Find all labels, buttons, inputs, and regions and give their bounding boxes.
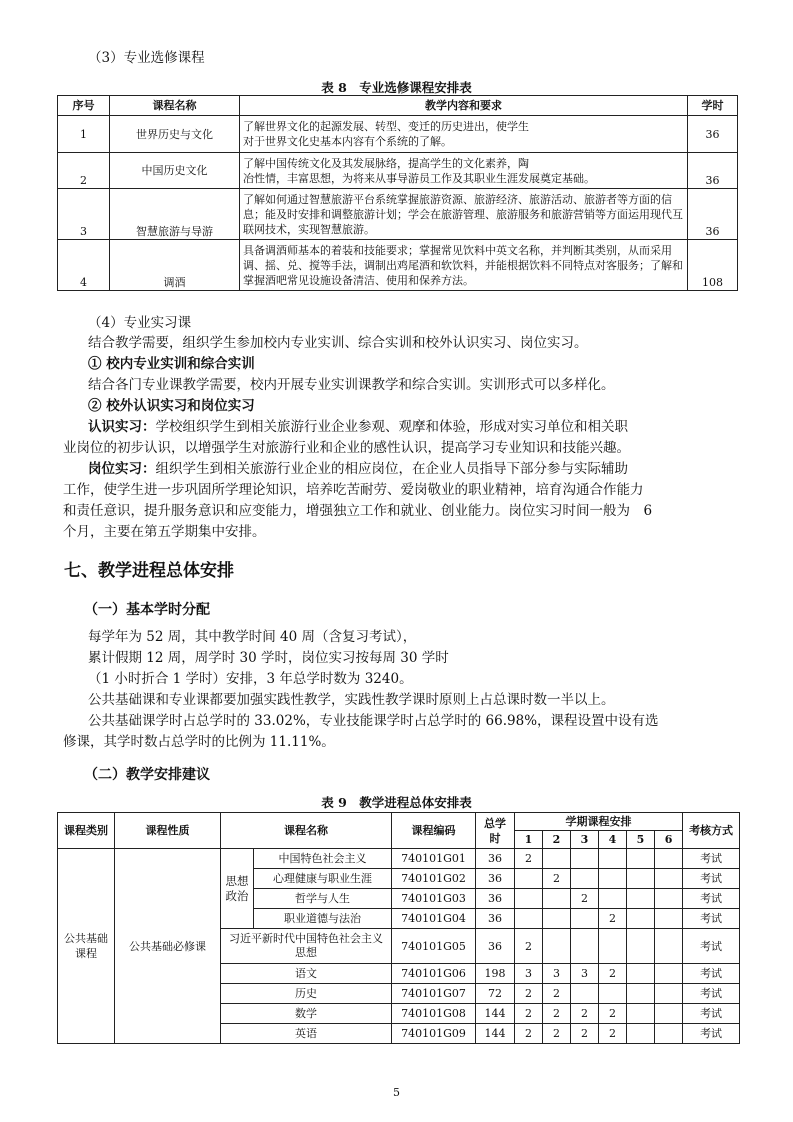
table9-cell-sem <box>627 929 655 964</box>
table8-cell-content: 了解中国传统文化及其发展脉络，提高学生的文化素养，陶 冶性情，丰富思想，为将来从事导游员工作及其职业生涯发展奠定基础。 <box>240 153 688 189</box>
table9-cell-exam: 考试 <box>683 964 740 984</box>
table8-cell-content: 了解世界文化的起源发展、转型、变迁的历史进出，使学生 对于世界文化史基本内容有个系统的了解。 <box>240 116 688 153</box>
table8-row <box>58 240 738 291</box>
table9-header-code: 课程编码 <box>392 813 476 849</box>
table9-course-type: 公共基础 课程 <box>58 849 115 1044</box>
table9-cell-sem <box>627 889 655 909</box>
table9-cell-exam: 考试 <box>683 1004 740 1024</box>
table9-cell-code: 740101G04 <box>392 909 476 929</box>
table9-cell-sem <box>655 984 683 1004</box>
semester-4: 4 <box>599 831 627 849</box>
table9-header-name: 课程名称 <box>221 813 392 849</box>
table8-cell-name: 调酒 <box>110 240 240 291</box>
table9-cell-name: 中国特色社会主义 <box>254 849 392 869</box>
table9-cell-sem <box>655 849 683 869</box>
table9-cell-sem <box>627 964 655 984</box>
table9-cell-sem: 2 <box>515 929 543 964</box>
table9-header-row <box>58 813 740 831</box>
table9-cell-sem <box>543 929 571 964</box>
page-number: 5 <box>393 1086 400 1099</box>
heading-offsite-internship: ② 校外认识实习和岗位实习 <box>88 398 255 414</box>
table9-cell-hours: 36 <box>476 909 515 929</box>
table9-cell-sem: 2 <box>543 1004 571 1024</box>
table9-cell-sem: 2 <box>515 984 543 1004</box>
table9-cell-sem <box>571 909 599 929</box>
table9-cell-hours: 36 <box>476 889 515 909</box>
table9-cell-sem: 3 <box>571 964 599 984</box>
table9-cell-name: 数学 <box>221 1004 392 1024</box>
table8-header-content: 教学内容和要求 <box>240 96 688 116</box>
table9-cell-code: 740101G07 <box>392 984 476 1004</box>
table9-cell-sem: 2 <box>599 964 627 984</box>
table9-header-nature: 课程性质 <box>115 813 221 849</box>
table9-cell-sem: 2 <box>571 1024 599 1044</box>
table9-cell-exam: 考试 <box>683 889 740 909</box>
table9-cell-sem <box>543 889 571 909</box>
table8-row <box>58 153 738 189</box>
table8-cell-name: 中国历史文化 <box>110 153 240 189</box>
table9-cell-sem <box>627 1004 655 1024</box>
table8-cell-name: 智慧旅游与导游 <box>110 189 240 240</box>
table9-cell-exam: 考试 <box>683 849 740 869</box>
table9-header-type: 课程类别 <box>58 813 115 849</box>
table8-cell-hours: 36 <box>688 189 738 240</box>
post-internship-line2: 工作，使学生进一步巩固所学理论知识，培养吃苦耐劳、爱岗敬业的职业精神，培育沟通合作能力 <box>63 482 644 498</box>
table9-cell-sem <box>515 869 543 889</box>
table9-cell-exam: 考试 <box>683 984 740 1004</box>
cognitive-internship-text: 学校组织学生到相关旅游行业企业参观、观摩和体验，形成对实习单位和相关职 <box>155 419 628 435</box>
table9-cell-sem <box>655 1004 683 1024</box>
internship-intro: 结合教学需要，组织学生参加校内专业实训、综合实训和校外认识实习、岗位实习。 <box>88 335 588 351</box>
table9-cell-sem: 2 <box>543 1024 571 1044</box>
table8-cell-hours: 108 <box>688 240 738 291</box>
table9-course-nature: 公共基础必修课 <box>115 849 221 1044</box>
table9-cell-hours: 36 <box>476 869 515 889</box>
table8-caption: 表 8 专业选修课程安排表 <box>321 80 472 95</box>
table8-header-name: 课程名称 <box>110 96 240 116</box>
table9-cell-sem <box>627 849 655 869</box>
table8-cell-no: 1 <box>58 116 110 153</box>
table9-cell-sem <box>515 909 543 929</box>
table9-cell-name: 哲学与人生 <box>254 889 392 909</box>
table9-header-hours: 总学时 <box>476 813 515 849</box>
table8-cell-name: 世界历史与文化 <box>110 116 240 153</box>
table9-cell-name: 职业道德与法治 <box>254 909 392 929</box>
table9-cell-hours: 36 <box>476 929 515 964</box>
table8-cell-no: 4 <box>58 240 110 291</box>
table9-cell-sem <box>655 889 683 909</box>
heading-onsite-training: ① 校内专业实训和综合实训 <box>88 356 255 372</box>
basic-hours-line5: 公共基础课学时占总学时的 33.02%，专业技能课学时占总学时的 66.98%，课程设置中设有选 <box>88 713 659 729</box>
post-internship-line4: 个月，主要在第五学期集中安排。 <box>63 524 266 540</box>
table9-row <box>58 849 740 869</box>
table9-teaching-schedule <box>57 812 740 1044</box>
table9-group-politics: 思想 政治 <box>221 849 254 929</box>
table9-cell-sem <box>515 889 543 909</box>
post-internship-label: 岗位实习： <box>88 461 156 477</box>
table9-cell-hours: 144 <box>476 1024 515 1044</box>
table9-cell-exam: 考试 <box>683 929 740 964</box>
semester-3: 3 <box>571 831 599 849</box>
table9-cell-sem: 2 <box>599 909 627 929</box>
table9-cell-sem: 2 <box>515 1004 543 1024</box>
table9-cell-name: 习近平新时代中国特色社会主义思想 <box>221 929 392 964</box>
table9-cell-sem <box>627 1024 655 1044</box>
table9-cell-sem <box>571 849 599 869</box>
table8-cell-content: 了解如何通过智慧旅游平台系统掌握旅游资源、旅游经济、旅游活动、旅游者等方面的信息；能及时安排和调整旅游计划；学会在旅游管理、旅游服务和旅游营销等方面运用现代互联网技术，实现智慧旅游。 <box>240 189 688 240</box>
table8-cell-no: 2 <box>58 153 110 189</box>
table9-cell-sem: 2 <box>599 1024 627 1044</box>
table9-cell-hours: 72 <box>476 984 515 1004</box>
table9-cell-sem: 3 <box>543 964 571 984</box>
table8-cell-hours: 36 <box>688 116 738 153</box>
table9-cell-sem <box>655 909 683 929</box>
table9-cell-code: 740101G02 <box>392 869 476 889</box>
basic-hours-line1: 每学年为 52 周，其中教学时间 40 周（含复习考试）， <box>88 629 417 645</box>
table9-cell-sem <box>543 909 571 929</box>
table8-elective-courses <box>57 95 738 291</box>
onsite-training-text: 结合各门专业课教学需要，校内开展专业实训课教学和综合实训。实训形式可以多样化。 <box>88 377 615 393</box>
table9-header-semesters: 学期课程安排 <box>515 813 683 831</box>
table9-cell-sem <box>627 869 655 889</box>
section-heading-electives: （3）专业选修课程 <box>88 50 205 66</box>
table8-header-no: 序号 <box>58 96 110 116</box>
table9-cell-sem <box>599 849 627 869</box>
table9-cell-code: 740101G06 <box>392 964 476 984</box>
table9-cell-sem <box>543 849 571 869</box>
cognitive-internship-label: 认识实习： <box>88 419 156 435</box>
table8-cell-content: 具备调酒师基本的着装和技能要求；掌握常见饮料中英文名称，并判断其类别，从而采用调、摇、兑、搅等手法，调制出鸡尾酒和软饮料，并能根据饮料不同特点对客服务；了解和掌握酒吧常见设施设备清洁、使用和保养方法。 <box>240 240 688 291</box>
table9-caption: 表 9 教学进程总体安排表 <box>321 795 472 810</box>
table9-cell-sem: 2 <box>543 984 571 1004</box>
basic-hours-line3: （1 小时折合 1 学时）安排，3 年总学时数为 3240。 <box>88 671 413 687</box>
basic-hours-line4: 公共基础课和专业课都要加强实践性教学，实践性教学课时原则上占总课时数一半以上。 <box>88 692 615 708</box>
table8-row <box>58 189 738 240</box>
table9-cell-sem <box>655 869 683 889</box>
semester-1: 1 <box>515 831 543 849</box>
subheading-basic-hours: （一）基本学时分配 <box>84 602 210 618</box>
table9-cell-exam: 考试 <box>683 1024 740 1044</box>
cognitive-internship-line <box>88 417 628 437</box>
table8-cell-hours: 36 <box>688 153 738 189</box>
table9-cell-sem <box>571 869 599 889</box>
semester-2: 2 <box>543 831 571 849</box>
table9-cell-sem <box>599 984 627 1004</box>
table9-cell-hours: 144 <box>476 1004 515 1024</box>
table9-cell-sem: 2 <box>571 889 599 909</box>
cognitive-internship-line2: 业岗位的初步认识，以增强学生对旅游行业和企业的感性认识，提高学习专业知识和技能兴趣。 <box>63 440 630 456</box>
table9-cell-sem: 2 <box>599 1004 627 1024</box>
table9-cell-hours: 198 <box>476 964 515 984</box>
table9-cell-sem <box>571 929 599 964</box>
table9-cell-hours: 36 <box>476 849 515 869</box>
table9-cell-sem <box>599 869 627 889</box>
table9-cell-sem: 2 <box>571 1004 599 1024</box>
table8-row <box>58 116 738 153</box>
chapter-heading: 七、教学进程总体安排 <box>64 561 234 581</box>
table9-cell-sem <box>599 889 627 909</box>
table9-cell-code: 740101G05 <box>392 929 476 964</box>
subheading-arrangement: （二）教学安排建议 <box>84 767 210 783</box>
table9-cell-name: 心理健康与职业生涯 <box>254 869 392 889</box>
table9-cell-code: 740101G03 <box>392 889 476 909</box>
table9-cell-sem: 3 <box>515 964 543 984</box>
table9-cell-sem <box>655 964 683 984</box>
table8-cell-no: 3 <box>58 189 110 240</box>
table9-cell-sem: 2 <box>515 1024 543 1044</box>
table9-cell-sem <box>571 984 599 1004</box>
table9-cell-sem: 2 <box>515 849 543 869</box>
table9-cell-name: 英语 <box>221 1024 392 1044</box>
semester-5: 5 <box>627 831 655 849</box>
table9-cell-sem: 2 <box>543 869 571 889</box>
table9-cell-exam: 考试 <box>683 909 740 929</box>
table9-cell-code: 740101G01 <box>392 849 476 869</box>
table9-cell-sem <box>655 929 683 964</box>
table9-cell-code: 740101G09 <box>392 1024 476 1044</box>
post-internship-line <box>88 459 628 479</box>
post-internship-text: 组织学生到相关旅游行业企业的相应岗位，在企业人员指导下部分参与实际辅助 <box>155 461 628 477</box>
table9-cell-code: 740101G08 <box>392 1004 476 1024</box>
table8-header-row <box>58 96 738 116</box>
table9-cell-sem <box>655 1024 683 1044</box>
table9-cell-exam: 考试 <box>683 869 740 889</box>
table9-cell-sem <box>627 909 655 929</box>
basic-hours-line6: 修课，其学时数占总学时的比例为 11.11%。 <box>63 734 335 750</box>
semester-6: 6 <box>655 831 683 849</box>
basic-hours-line2: 累计假期 12 周，周学时 30 学时，岗位实习按每周 30 学时 <box>88 650 449 666</box>
post-internship-line3: 和责任意识，提升服务意识和应变能力，增强独立工作和就业、创业能力。岗位实习时间一般为 6 <box>63 503 653 519</box>
table9-cell-name: 语文 <box>221 964 392 984</box>
table9-cell-sem <box>599 929 627 964</box>
table9-header-exam: 考核方式 <box>683 813 740 849</box>
table9-cell-sem <box>627 984 655 1004</box>
section-heading-internship: （4）专业实习课 <box>88 315 192 331</box>
table8-header-hours: 学时 <box>688 96 738 116</box>
table9-cell-name: 历史 <box>221 984 392 1004</box>
